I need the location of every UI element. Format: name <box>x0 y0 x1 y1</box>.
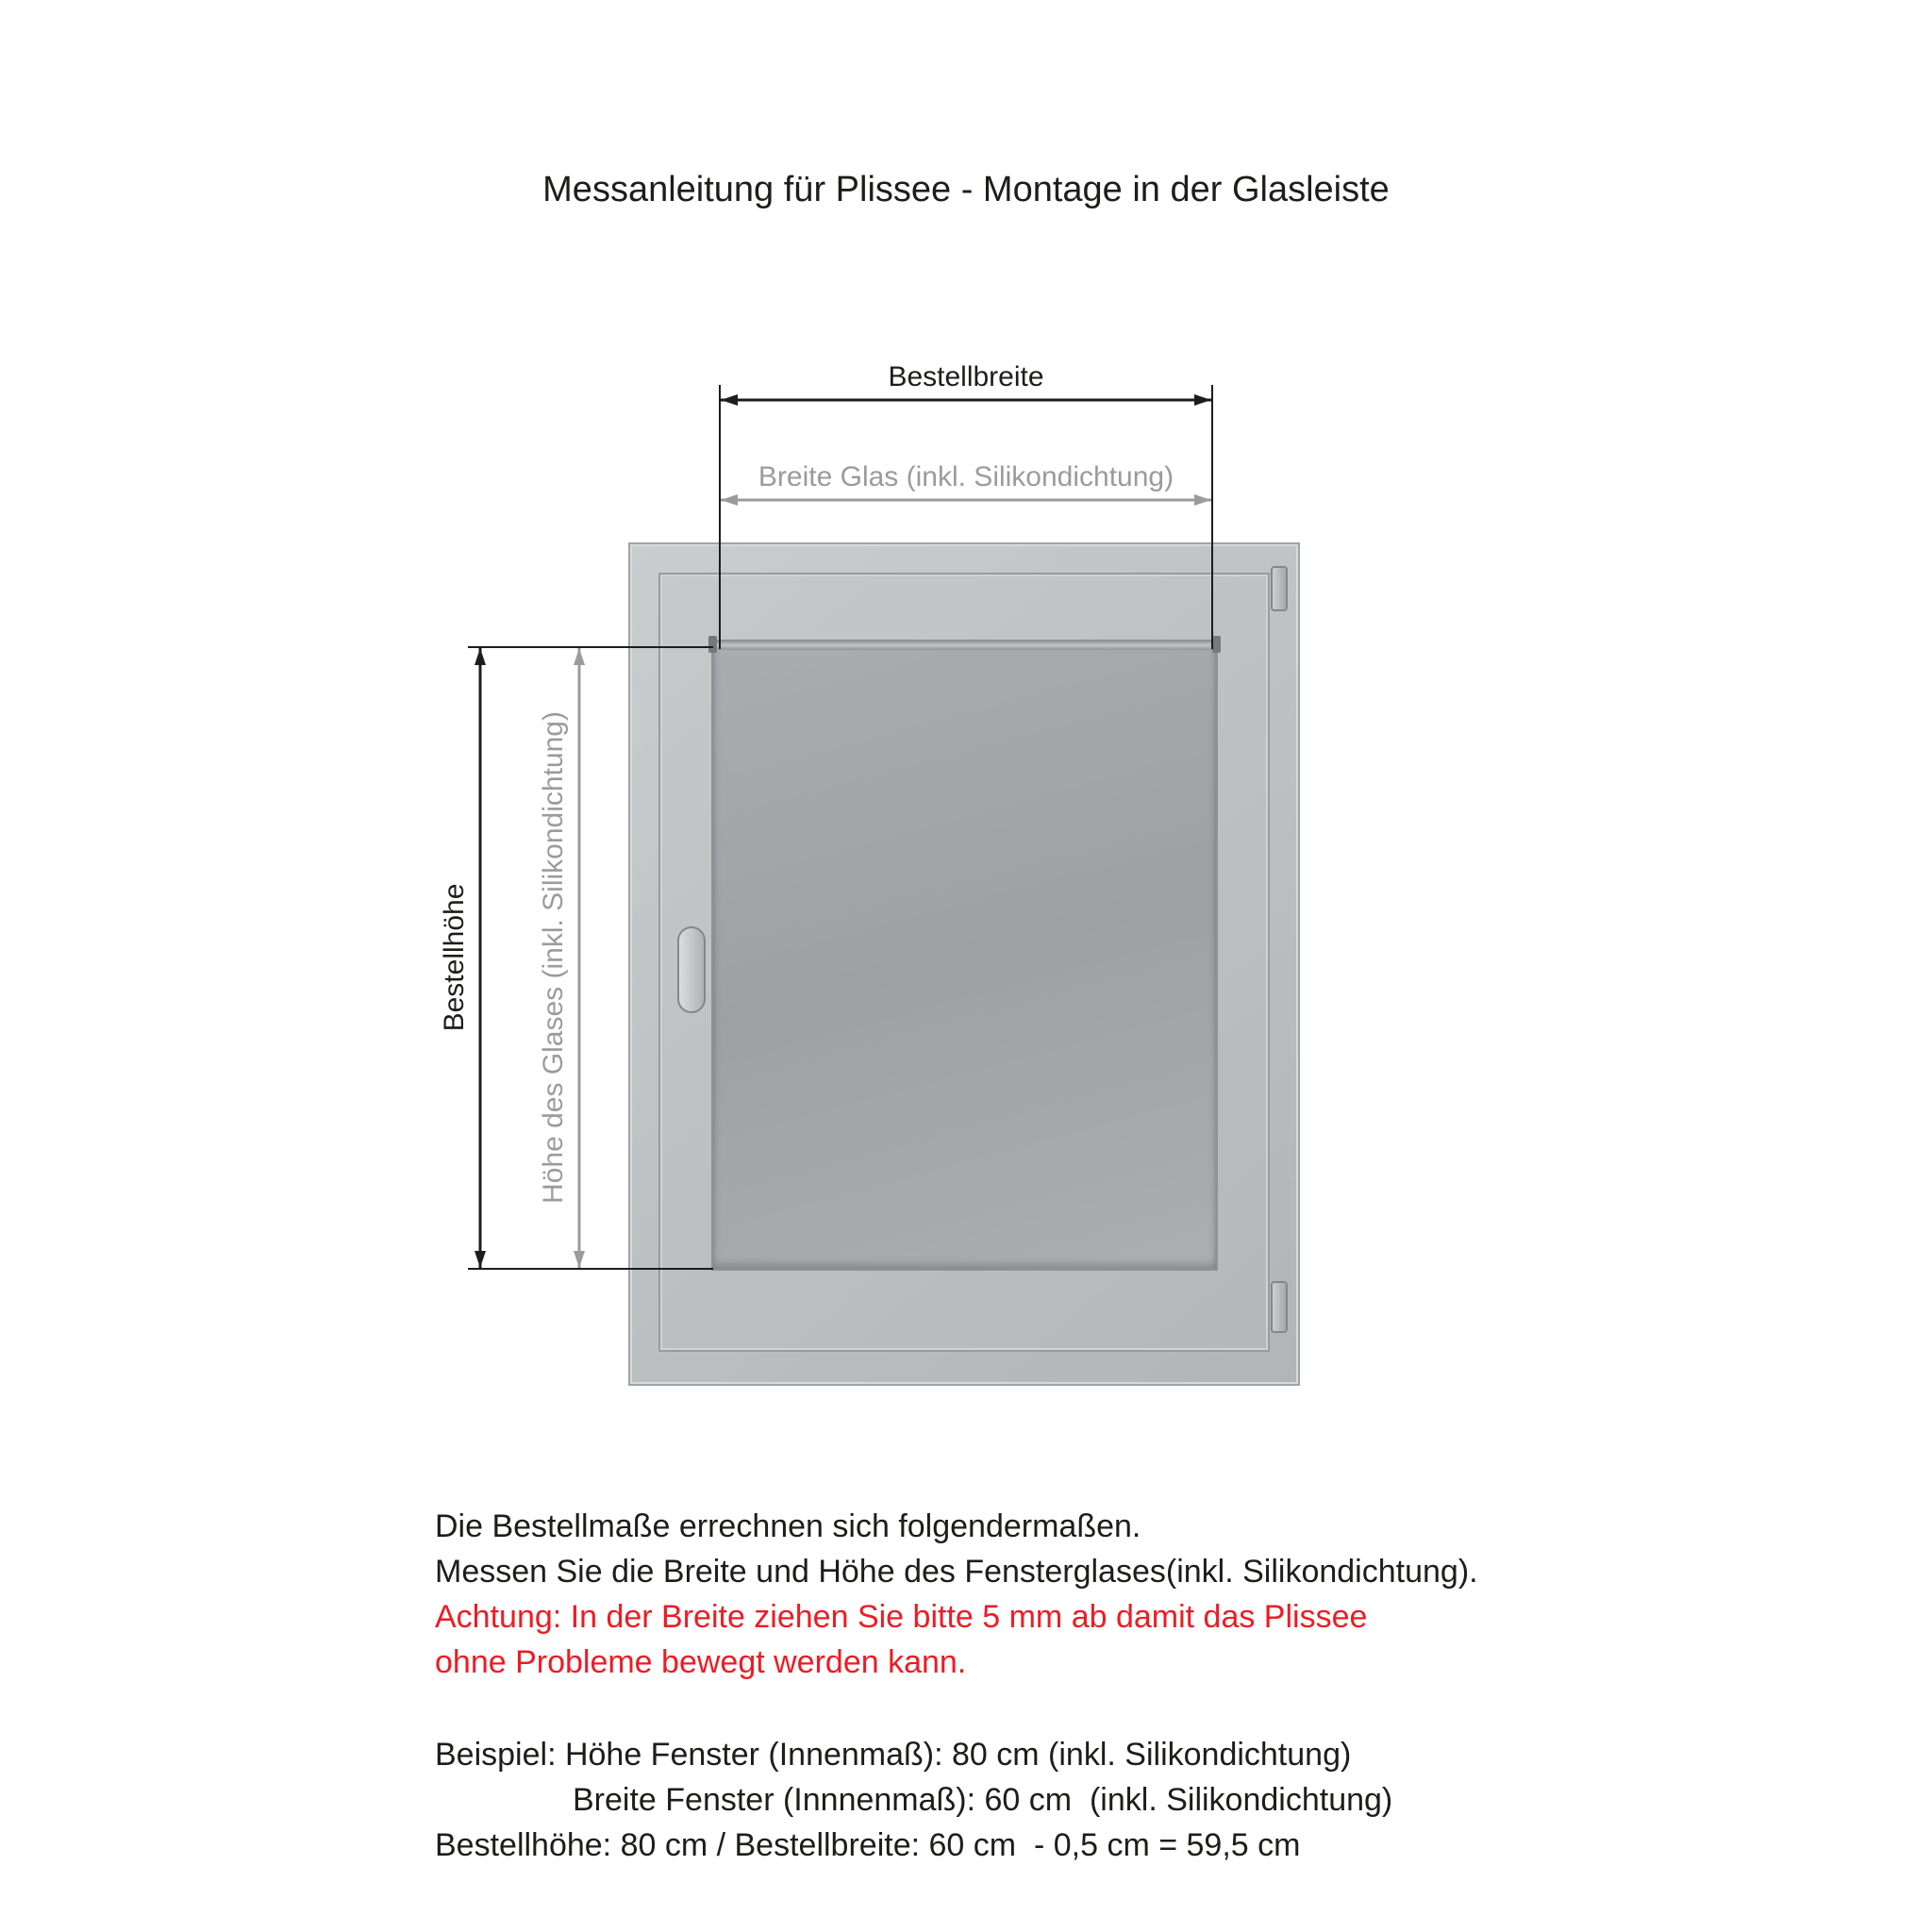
warning-line: Achtung: In der Breite ziehen Sie bitte 5 mm ab damit das Plissee <box>435 1599 1368 1635</box>
glass-width-label: Breite Glas (inkl. Silikondichtung) <box>758 461 1174 492</box>
window-frame <box>628 542 1300 1386</box>
order-width-label: Bestellbreite <box>888 361 1044 392</box>
order-height-label: Bestellhöhe <box>439 883 470 1032</box>
warning-line: ohne Probleme bewegt werden kann. <box>435 1644 967 1680</box>
glass-height-label: Höhe des Glases (inkl. Silikondichtung) <box>538 711 569 1204</box>
glass-height-arrow <box>574 648 585 1268</box>
plissee-bracket-left <box>708 636 717 653</box>
window-handle <box>677 926 706 1013</box>
window-hinge-bottom <box>1271 1281 1288 1333</box>
example-line: Bestellhöhe: 80 cm / Bestellbreite: 60 cm - 0,5 cm = 59,5 cm <box>435 1827 1301 1863</box>
instruction-line: Die Bestellmaße errechnen sich folgendermaßen. <box>435 1508 1141 1544</box>
order-height-arrow <box>475 648 486 1268</box>
example-line: Beispiel: Höhe Fenster (Innenmaß): 80 cm (inkl. Silikondichtung) <box>435 1737 1352 1773</box>
page-title: Messanleitung für Plissee - Montage in der Glasleiste <box>542 170 1390 209</box>
window-hinge-top <box>1271 566 1288 611</box>
instructions <box>435 1504 1478 1868</box>
window-glass <box>711 640 1218 1271</box>
example-line: Breite Fenster (Innnenmaß): 60 cm (inkl. Silikondichtung) <box>573 1782 1393 1818</box>
order-width-arrow <box>721 394 1211 406</box>
instruction-line: Messen Sie die Breite und Höhe des Fensterglases(inkl. Silikondichtung). <box>435 1554 1478 1590</box>
plissee-top-rail <box>711 640 1218 650</box>
glass-width-arrow <box>721 494 1211 506</box>
plissee-bracket-right <box>1212 636 1221 653</box>
